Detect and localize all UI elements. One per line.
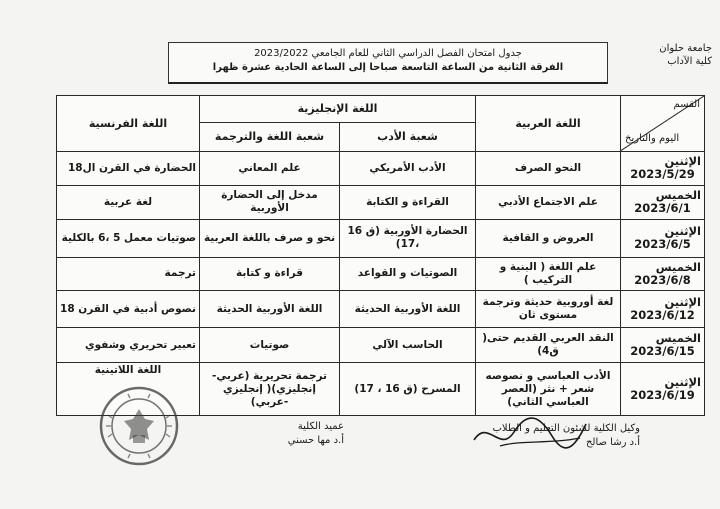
day-label: الإثنين [664,154,701,169]
title-box [168,42,608,84]
day-cell [621,220,705,257]
english-lit-cell: المسرح (ق 16 ، 17) [340,363,476,416]
english-lit-cell: القراءة و الكتابة [340,185,476,220]
day-label: الإثنين [664,295,701,310]
date-label: 2023/6/19 [630,388,695,403]
day-label: الإثنين [664,224,701,239]
table-row [57,257,705,291]
date-label: 2023/6/15 [630,344,695,359]
official-stamp-icon [98,385,180,467]
corner-cell [621,96,705,152]
table-row [57,291,705,328]
table-row [57,220,705,257]
french-cell: ترجمة [57,257,200,291]
vice-dean-title: وكيل الكلية لشئون التعليم و الطلاب [492,423,640,434]
day-label: الخميس [655,259,701,274]
english-trans-cell: صوتيات [200,328,340,363]
header-english: اللغة الإنجليزية [200,96,476,123]
french-cell: لغة عربية [57,185,200,220]
schedule-table [56,95,705,416]
day-cell [621,363,705,416]
english-lit-cell: الحضارة الأوربية (ق 16 ،17) [340,220,476,257]
table-row [57,185,705,220]
arabic-cell: علم الاجتماع الأدبي [476,185,621,220]
date-label: 2023/5/29 [630,167,695,182]
day-cell [621,185,705,220]
university-name: جامعة حلوان [659,43,712,54]
french-cell: صوتيات معمل 5 ،6 بالكلية [57,220,200,257]
english-trans-cell: ترجمة تحريرية (عربي-إنجليزي)( إنجليزي -عربي) [200,363,340,416]
header-french: اللغة الفرنسية [57,96,200,152]
arabic-cell: علم اللغة ( البنية و التركيب ) [476,257,621,291]
arabic-cell: النحو الصرف [476,151,621,185]
french-cell: اللغة اللاتينية [57,363,200,416]
title-line-2: الفرقة الثانية من الساعة التاسعة صباحا إلى الساعة الحادية عشرة ظهرا [212,62,564,73]
day-cell [621,151,705,185]
corner-day-label: اليوم والتاريخ [625,132,680,144]
english-lit-cell: الصوتيات و القواعد [340,257,476,291]
english-trans-cell: اللغة الأوربية الحديثة [200,291,340,328]
english-trans-cell: مدخل إلى الحضارة الأوربية [200,185,340,220]
faculty-name: كلية الآداب [667,56,712,67]
arabic-cell: الأدب العباسي و نصوصه شعر + نثر (العصر العباسي الثاني) [476,363,621,416]
english-lit-cell: اللغة الأوربية الحديثة [340,291,476,328]
english-trans-cell: نحو و صرف باللغة العربية [200,220,340,257]
header-row-1 [57,96,705,123]
day-cell [621,257,705,291]
title-line-1: جدول امتحان الفصل الدراسي الثاني للعام الجامعي 2023/2022 [254,48,522,59]
day-label: الخميس [655,331,701,346]
english-lit-cell: الحاسب الآلي [340,328,476,363]
dean-title: عميد الكلية [297,421,344,432]
date-label: 2023/6/8 [634,272,691,287]
english-lit-cell: الأدب الأمريكي [340,151,476,185]
french-cell: الحضارة في القرن ال18 [57,151,200,185]
vice-dean-name: أ.د رشا صالح [585,437,640,448]
table-row [57,328,705,363]
header-english-literature: شعبة الأدب [340,122,476,151]
table-row [57,151,705,185]
day-label: الخميس [655,188,701,203]
english-trans-cell: قراءة و كتابة [200,257,340,291]
header-english-translation: شعبة اللغة والترجمة [200,122,340,151]
date-label: 2023/6/5 [634,237,691,252]
french-cell: نصوص أدبية في القرن 18 [57,291,200,328]
english-trans-cell: علم المعاني [200,151,340,185]
date-label: 2023/6/1 [634,201,691,216]
day-cell [621,291,705,328]
arabic-cell: النقد العربي القديم حتى( ق4) [476,328,621,363]
corner-department-label: القسم [673,99,700,110]
dean-name: أ.د مها حسني [287,435,344,446]
date-label: 2023/6/12 [630,308,695,323]
signature-scribble-icon [470,410,590,460]
arabic-cell: لغة أوروبية حديثة وترجمة مستوى ثان [476,291,621,328]
day-cell [621,328,705,363]
dean-signature-block [254,420,344,448]
day-label: الإثنين [664,375,701,390]
arabic-cell: العروض و القافية [476,220,621,257]
french-cell: تعبير تحريري وشفوي [57,328,200,363]
university-header [642,42,712,68]
header-arabic: اللغة العربية [476,96,621,152]
